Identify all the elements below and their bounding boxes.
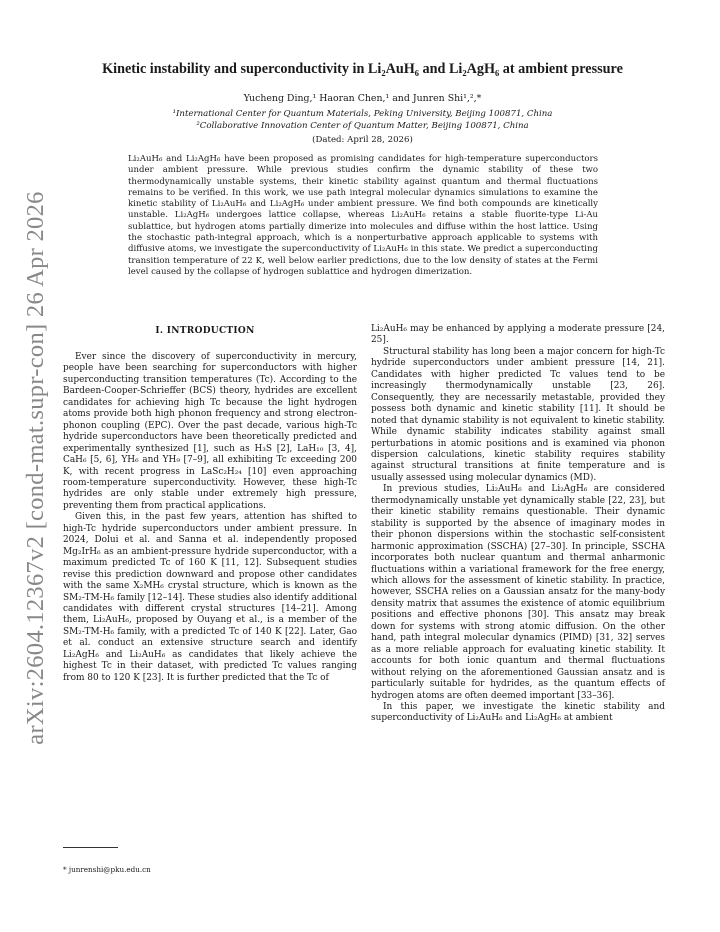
paragraph: Li₂AuH₆ may be enhanced by applying a moderate pressure [24, 25]. xyxy=(371,324,665,346)
affiliation-2: ²Collaborative Innovation Center of Quantum Matter, Beijing 100871, China xyxy=(196,121,529,131)
paragraph: Structural stability has long been a major concern for high-Tc hydride superconductors under ambient pressure [14, 21]. Candidates with higher predicted Tc values tend to be increasingly thermodynamically unstable [23, 26]. Consequently, they are necessarily metastable, provided they possess both dynamic and kinetic stability [11]. It should be noted that dynamic stability is not equivalent to kinetic stability. While dynamic stability indicates stability against small perturbations in atomic positions and is examined via phonon dispersion calculations, kinetic stability requires stability against structural transitions at finite temperature and is usually assessed using molecular dynamics (MD). xyxy=(371,346,665,483)
footnote-rule xyxy=(63,847,118,848)
affiliation-1: ¹International Center for Quantum Materials, Peking University, Beijing 100871, China xyxy=(172,109,553,119)
date-line: (Dated: April 28, 2026) xyxy=(312,135,413,145)
abstract: Li₂AuH₆ and Li₂AgH₆ have been proposed as promising candidates for high-temperature superconductors under ambient pressure. While previous studies confirm the dynamic stability of these two thermodynamically unstable systems, their kinetic stability against quantum and thermal fluctuations remains to be verified. In this work, we use path integral molecular dynamics simulations to examine the kinetic stability of Li₂AuH₆ and Li₂AgH₆ under ambient pressure. We find both compounds are kinetically unstable. Li₂AgH₆ undergoes lattice collapse, whereas Li₂AuH₆ retains a stable fluorite-type Li-Au sublattice, but hydrogen atoms partially dimerize into molecules and diffuse within the host lattice. Using the stochastic path-integral approach, which is a nonperturbative approach applicable to systems with diffusive atoms, we investigate the superconductivity of Li₂AuH₆ in this state. We predict a superconducting transition temperature of 22 K, well below earlier predictions, due to the low density of states at the Fermi level caused by the collapse of hydrogen sublattice and hydrogen dimerization. xyxy=(128,154,598,277)
footnote-email[interactable]: * junrenshi@pku.edu.cn xyxy=(63,865,151,874)
paragraph: In previous studies, Li₂AuH₆ and Li₂AgH₆ are considered thermodynamically unstable yet dynamically stable [22, 23], but their kinetic stability remains questionable. Their dynamic stability is supported by the absence of imaginary modes in their phonon dispersions within the stochastic self-consistent harmonic approximation (SSCHA) [27–30]. In principle, SSCHA incorporates both nuclear quantum and thermal anharmonic fluctuations within a variational framework for the free energy, which allows for the assessment of kinetic stability. In practice, however, SSCHA relies on a Gaussian ansatz for the many-body density matrix that assumes the existence of atomic equilibrium positions and effective phonons [30]. This ansatz may break down for systems with strong atomic diffusion. On the other hand, path integral molecular dynamics (PIMD) [31, 32] serves as a more reliable approach for evaluating kinetic stability. It accounts for both ionic quantum and thermal fluctuations without relying on the aforementioned Gaussian ansatz and is particularly suitable for hydrides, as the quantum effects of hydrogen atoms are often deemed important [33–36]. xyxy=(371,484,665,701)
paragraph: Given this, in the past few years, attention has shifted to high-Tc hydride superconductors under ambient pressure. In 2024, Dolui et al. and Sanna et al. independently proposed Mg₂IrH₆ as an ambient-pressure hydride superconductor, with a maximum predicted Tc of 160 K [11, 12]. Subsequent studies revise this prediction downward and propose other candidates with the same X₂MH₆ crystal structure, which is known as the SM₂-TM-H₆ family [12–14]. These studies also identify additional candidates with different crystal structures [14–21]. Among them, Li₂AuH₆, proposed by Ouyang et al., is a member of the SM₂-TM-H₆ family, with a predicted Tc of 140 K [22]. Later, Gao et al. conduct an extensive structure search and identify Li₂AgH₆ and Li₂AuH₆ as candidates that likely achieve the highest Tc in their dataset, with predicted Tc values ranging from 80 to 120 K [23]. It is further predicted that the Tc of xyxy=(63,512,357,683)
paragraph: Ever since the discovery of superconductivity in mercury, people have been searching for superconductors with higher superconducting transition temperatures (Tc). According to the Bardeen-Cooper-Schrieffer (BCS) theory, hydrides are excellent candidates for achieving high Tc because the light hydrogen atoms provide both high phonon frequency and strong electron-phonon coupling (EPC). Over the past decade, various high-Tc hydride superconductors have been theoretically predicted and experimentally synthesized [1], such as H₃S [2], LaH₁₀ [3, 4], CaH₆ [5, 6], YH₆ and YH₉ [7–9], all exhibiting Tc exceeding 200 K, with recent progress in LaSc₂H₂₄ [10] even approaching room-temperature superconductivity. However, these high-Tc hydrides are only stable under extremely high pressure, preventing them from practical applications. xyxy=(63,352,357,511)
author-list: Yucheng Ding,¹ Haoran Chen,¹ and Junren Shi¹,²,* xyxy=(243,93,482,104)
left-column xyxy=(63,352,357,684)
arxiv-identifier: arXiv:2604.12367v2 [cond-mat.supr-con] 26 Apr 2026 xyxy=(22,191,49,745)
right-column xyxy=(371,324,665,725)
paragraph: In this paper, we investigate the kinetic stability and superconductivity of Li₂AuH₆ and Li₂AgH₆ at ambient xyxy=(371,701,665,724)
section-heading: I. INTRODUCTION xyxy=(155,326,255,336)
paper-title: Kinetic instability and superconductivity in Li₂AuH₆ and Li₂AgH₆ at ambient pressure xyxy=(102,61,623,77)
arxiv-sidebar xyxy=(0,0,60,932)
